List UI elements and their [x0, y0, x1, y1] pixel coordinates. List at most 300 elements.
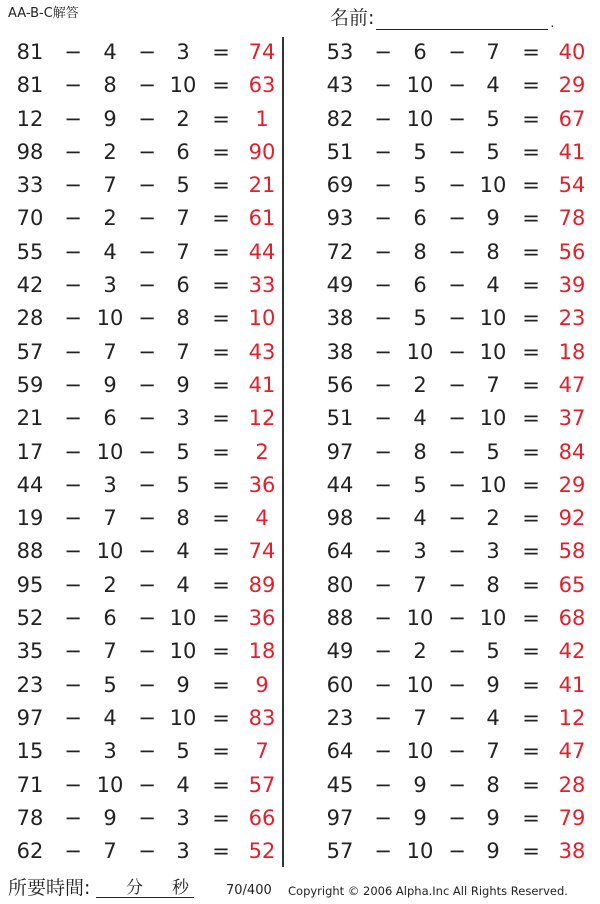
- answer: 36: [248, 472, 276, 497]
- subtrahend-2: 9: [486, 805, 500, 830]
- answer: 44: [248, 239, 276, 264]
- subtrahend-2: 3: [176, 406, 190, 431]
- subtrahend-1: 7: [413, 572, 427, 597]
- subtrahend-1: 8: [413, 239, 427, 264]
- subtrahend-1: 7: [103, 839, 117, 864]
- problem-row: [0, 769, 282, 802]
- minus-sign: −: [374, 839, 392, 864]
- minus-sign: −: [448, 206, 466, 231]
- minuend: 35: [16, 639, 44, 664]
- minus-sign: −: [374, 173, 392, 198]
- time-label: 所要時間:: [8, 877, 91, 899]
- subtrahend-1: 9: [103, 372, 117, 397]
- problem-row: [0, 569, 282, 602]
- subtrahend-1: 10: [406, 106, 434, 131]
- minus-sign: −: [374, 106, 392, 131]
- subtrahend-2: 9: [486, 839, 500, 864]
- problem-row: [310, 635, 600, 668]
- equals-sign: =: [212, 73, 230, 98]
- minus-sign: −: [374, 239, 392, 264]
- problem-row: [310, 835, 600, 868]
- minuend: 38: [326, 306, 354, 331]
- problem-row: [0, 336, 282, 369]
- answer: 39: [558, 273, 586, 298]
- minus-sign: −: [448, 273, 466, 298]
- equals-sign: =: [522, 639, 540, 664]
- equals-sign: =: [212, 639, 230, 664]
- equals-sign: =: [212, 239, 230, 264]
- answer: 67: [558, 106, 586, 131]
- answer: 41: [558, 139, 586, 164]
- problem-row: [310, 569, 600, 602]
- minus-sign: −: [138, 206, 156, 231]
- equals-sign: =: [522, 506, 540, 531]
- subtrahend-1: 6: [413, 273, 427, 298]
- minus-sign: −: [448, 372, 466, 397]
- answer: 79: [558, 805, 586, 830]
- answer: 18: [558, 339, 586, 364]
- problem-row: [0, 103, 282, 136]
- problem-row: [0, 535, 282, 568]
- problem-row: [0, 136, 282, 169]
- subtrahend-2: 9: [176, 672, 190, 697]
- minus-sign: −: [374, 206, 392, 231]
- minus-sign: −: [138, 506, 156, 531]
- minus-sign: −: [448, 306, 466, 331]
- footer: [0, 872, 600, 904]
- minus-sign: −: [374, 406, 392, 431]
- subtrahend-1: 8: [413, 439, 427, 464]
- minuend: 72: [326, 239, 354, 264]
- answer: 38: [558, 839, 586, 864]
- minuend: 12: [16, 106, 44, 131]
- answer: 63: [248, 73, 276, 98]
- minus-sign: −: [64, 539, 82, 564]
- problem-row: [310, 36, 600, 69]
- equals-sign: =: [522, 739, 540, 764]
- subtrahend-2: 5: [176, 173, 190, 198]
- equals-sign: =: [212, 206, 230, 231]
- answer: 90: [248, 139, 276, 164]
- subtrahend-1: 4: [413, 506, 427, 531]
- minuend: 49: [326, 639, 354, 664]
- minuend: 19: [16, 506, 44, 531]
- answer: 23: [558, 306, 586, 331]
- minus-sign: −: [64, 239, 82, 264]
- subtrahend-2: 5: [176, 739, 190, 764]
- subtrahend-2: 10: [479, 306, 507, 331]
- subtrahend-1: 7: [413, 705, 427, 730]
- subtrahend-1: 3: [413, 539, 427, 564]
- minuend: 57: [16, 339, 44, 364]
- equals-sign: =: [212, 40, 230, 64]
- minus-sign: −: [448, 439, 466, 464]
- equals-sign: =: [212, 539, 230, 564]
- minuend: 97: [16, 705, 44, 730]
- minuend: 57: [326, 839, 354, 864]
- minus-sign: −: [64, 372, 82, 397]
- problem-row: [0, 202, 282, 235]
- minuend: 60: [326, 672, 354, 697]
- equals-sign: =: [212, 772, 230, 797]
- problem-row: [0, 36, 282, 69]
- equals-sign: =: [212, 406, 230, 431]
- minuend: 45: [326, 772, 354, 797]
- minus-sign: −: [374, 705, 392, 730]
- minus-sign: −: [448, 672, 466, 697]
- problem-row: [310, 602, 600, 635]
- minus-sign: −: [138, 139, 156, 164]
- minuend: 88: [16, 539, 44, 564]
- answer: 92: [558, 506, 586, 531]
- minus-sign: −: [374, 805, 392, 830]
- minus-sign: −: [374, 672, 392, 697]
- problem-row: [310, 402, 600, 435]
- answer: 29: [558, 73, 586, 98]
- minus-sign: −: [138, 306, 156, 331]
- subtrahend-1: 10: [96, 539, 124, 564]
- subtrahend-2: 9: [486, 672, 500, 697]
- minus-sign: −: [64, 672, 82, 697]
- problem-row: [0, 302, 282, 335]
- subtrahend-2: 3: [176, 805, 190, 830]
- subtrahend-1: 5: [413, 139, 427, 164]
- subtrahend-2: 6: [176, 273, 190, 298]
- minus-sign: −: [138, 839, 156, 864]
- equals-sign: =: [522, 805, 540, 830]
- answer: 78: [558, 206, 586, 231]
- subtrahend-2: 10: [479, 406, 507, 431]
- equals-sign: =: [212, 173, 230, 198]
- answer: 41: [558, 672, 586, 697]
- subtrahend-2: 7: [176, 339, 190, 364]
- minus-sign: −: [138, 606, 156, 631]
- subtrahend-2: 8: [486, 239, 500, 264]
- minuend: 81: [16, 73, 44, 98]
- subtrahend-1: 6: [103, 606, 117, 631]
- equals-sign: =: [522, 372, 540, 397]
- minuend: 43: [326, 73, 354, 98]
- minus-sign: −: [64, 40, 82, 64]
- answer: 40: [558, 40, 586, 64]
- answer: 9: [255, 672, 269, 697]
- subtrahend-2: 7: [176, 206, 190, 231]
- problem-row: [310, 336, 600, 369]
- minus-sign: −: [138, 772, 156, 797]
- minuend: 97: [326, 805, 354, 830]
- subtrahend-2: 9: [486, 206, 500, 231]
- minuend: 98: [16, 139, 44, 164]
- subtrahend-2: 7: [486, 372, 500, 397]
- minus-sign: −: [138, 539, 156, 564]
- answer: 18: [248, 639, 276, 664]
- left-problem-column: [0, 36, 282, 868]
- problem-row: [310, 669, 600, 702]
- equals-sign: =: [212, 372, 230, 397]
- problem-row: [0, 436, 282, 469]
- subtrahend-1: 6: [413, 206, 427, 231]
- minuend: 53: [326, 40, 354, 64]
- minus-sign: −: [64, 772, 82, 797]
- minuend: 23: [16, 672, 44, 697]
- minus-sign: −: [64, 139, 82, 164]
- page-count: 70/400: [226, 883, 272, 898]
- problem-row: [0, 669, 282, 702]
- minus-sign: −: [448, 739, 466, 764]
- minus-sign: −: [374, 372, 392, 397]
- minus-sign: −: [374, 739, 392, 764]
- minus-sign: −: [374, 439, 392, 464]
- equals-sign: =: [212, 606, 230, 631]
- answer: 57: [248, 772, 276, 797]
- problem-row: [0, 735, 282, 768]
- answer: 37: [558, 406, 586, 431]
- minuend: 56: [326, 372, 354, 397]
- minuend: 38: [326, 339, 354, 364]
- answer: 36: [248, 606, 276, 631]
- minuend: 51: [326, 139, 354, 164]
- subtrahend-2: 8: [486, 772, 500, 797]
- minus-sign: −: [64, 273, 82, 298]
- problem-row: [0, 469, 282, 502]
- minus-sign: −: [64, 439, 82, 464]
- seconds-unit: 秒: [172, 878, 189, 898]
- minus-sign: −: [64, 506, 82, 531]
- minuend: 52: [16, 606, 44, 631]
- answer: 47: [558, 739, 586, 764]
- minus-sign: −: [448, 139, 466, 164]
- minuend: 44: [326, 472, 354, 497]
- equals-sign: =: [522, 572, 540, 597]
- subtrahend-2: 7: [486, 40, 500, 64]
- minus-sign: −: [138, 339, 156, 364]
- subtrahend-1: 2: [413, 372, 427, 397]
- subtrahend-2: 5: [486, 106, 500, 131]
- minus-sign: −: [64, 705, 82, 730]
- subtrahend-2: 10: [169, 639, 197, 664]
- equals-sign: =: [212, 506, 230, 531]
- answer: 7: [255, 739, 269, 764]
- copyright-notice: Copyright © 2006 Alpha.Inc All Rights Reserved.: [288, 884, 568, 898]
- minus-sign: −: [448, 606, 466, 631]
- problem-row: [0, 602, 282, 635]
- subtrahend-2: 2: [176, 106, 190, 131]
- minus-sign: −: [64, 639, 82, 664]
- equals-sign: =: [522, 173, 540, 198]
- answer: 58: [558, 539, 586, 564]
- subtrahend-1: 10: [406, 73, 434, 98]
- subtrahend-2: 8: [486, 572, 500, 597]
- subtrahend-1: 5: [413, 173, 427, 198]
- subtrahend-1: 5: [103, 672, 117, 697]
- equals-sign: =: [522, 705, 540, 730]
- answer: 68: [558, 606, 586, 631]
- subtrahend-2: 7: [486, 739, 500, 764]
- answer: 56: [558, 239, 586, 264]
- subtrahend-1: 4: [103, 705, 117, 730]
- minus-sign: −: [448, 506, 466, 531]
- answer: 74: [248, 539, 276, 564]
- subtrahend-1: 2: [413, 639, 427, 664]
- subtrahend-1: 3: [103, 273, 117, 298]
- minus-sign: −: [138, 40, 156, 64]
- minus-sign: −: [138, 106, 156, 131]
- minuend: 15: [16, 739, 44, 764]
- minus-sign: −: [64, 572, 82, 597]
- answer: 66: [248, 805, 276, 830]
- problem-row: [310, 702, 600, 735]
- equals-sign: =: [212, 839, 230, 864]
- name-field: [330, 6, 554, 30]
- problem-row: [0, 635, 282, 668]
- subtrahend-1: 6: [413, 40, 427, 64]
- equals-sign: =: [522, 239, 540, 264]
- minus-sign: −: [138, 173, 156, 198]
- minus-sign: −: [448, 339, 466, 364]
- minus-sign: −: [64, 73, 82, 98]
- subtrahend-1: 5: [413, 472, 427, 497]
- minuend: 33: [16, 173, 44, 198]
- subtrahend-1: 6: [103, 406, 117, 431]
- subtrahend-2: 3: [176, 40, 190, 64]
- subtrahend-1: 4: [413, 406, 427, 431]
- subtrahend-2: 4: [176, 539, 190, 564]
- minus-sign: −: [448, 539, 466, 564]
- minus-sign: −: [374, 339, 392, 364]
- problem-row: [310, 502, 600, 535]
- subtrahend-1: 7: [103, 173, 117, 198]
- problem-row: [310, 369, 600, 402]
- minus-sign: −: [138, 372, 156, 397]
- minuend: 70: [16, 206, 44, 231]
- subtrahend-1: 10: [406, 606, 434, 631]
- minuend: 81: [16, 40, 44, 64]
- subtrahend-1: 10: [96, 772, 124, 797]
- subtrahend-1: 10: [96, 306, 124, 331]
- subtrahend-1: 7: [103, 339, 117, 364]
- subtrahend-1: 3: [103, 739, 117, 764]
- minuend: 69: [326, 173, 354, 198]
- equals-sign: =: [522, 139, 540, 164]
- minuend: 82: [326, 106, 354, 131]
- minuend: 17: [16, 439, 44, 464]
- problem-row: [0, 236, 282, 269]
- minus-sign: −: [448, 40, 466, 64]
- equals-sign: =: [522, 73, 540, 98]
- minus-sign: −: [64, 805, 82, 830]
- subtrahend-2: 4: [176, 572, 190, 597]
- subtrahend-1: 9: [413, 805, 427, 830]
- name-dot: .: [550, 16, 555, 30]
- subtrahend-2: 10: [479, 606, 507, 631]
- problem-row: [0, 369, 282, 402]
- minus-sign: −: [138, 439, 156, 464]
- problem-row: [0, 702, 282, 735]
- minuend: 64: [326, 739, 354, 764]
- minus-sign: −: [374, 40, 392, 64]
- answer: 28: [558, 772, 586, 797]
- problem-row: [310, 103, 600, 136]
- subtrahend-2: 8: [176, 306, 190, 331]
- equals-sign: =: [212, 705, 230, 730]
- answer: 43: [248, 339, 276, 364]
- subtrahend-1: 10: [406, 739, 434, 764]
- minus-sign: −: [448, 239, 466, 264]
- problem-row: [310, 69, 600, 102]
- equals-sign: =: [522, 306, 540, 331]
- answer: 89: [248, 572, 276, 597]
- answer: 21: [248, 173, 276, 198]
- subtrahend-1: 4: [103, 239, 117, 264]
- minuend: 98: [326, 506, 354, 531]
- minus-sign: −: [374, 139, 392, 164]
- minus-sign: −: [374, 73, 392, 98]
- problem-row: [310, 136, 600, 169]
- equals-sign: =: [522, 339, 540, 364]
- equals-sign: =: [522, 772, 540, 797]
- problem-row: [0, 802, 282, 835]
- minus-sign: −: [374, 639, 392, 664]
- minus-sign: −: [64, 339, 82, 364]
- subtrahend-1: 3: [103, 472, 117, 497]
- subtrahend-2: 6: [176, 139, 190, 164]
- subtrahend-1: 4: [103, 40, 117, 64]
- subtrahend-1: 2: [103, 206, 117, 231]
- name-line: [376, 9, 548, 30]
- equals-sign: =: [522, 672, 540, 697]
- minus-sign: −: [374, 506, 392, 531]
- answer: 2: [255, 439, 269, 464]
- minuend: 49: [326, 273, 354, 298]
- equals-sign: =: [212, 572, 230, 597]
- minus-sign: −: [138, 273, 156, 298]
- problem-row: [0, 69, 282, 102]
- minus-sign: −: [374, 539, 392, 564]
- subtrahend-1: 9: [413, 772, 427, 797]
- problem-row: [310, 802, 600, 835]
- minus-sign: −: [448, 106, 466, 131]
- minus-sign: −: [448, 73, 466, 98]
- minus-sign: −: [374, 772, 392, 797]
- minuend: 21: [16, 406, 44, 431]
- equals-sign: =: [522, 439, 540, 464]
- minus-sign: −: [374, 572, 392, 597]
- subtrahend-2: 4: [486, 273, 500, 298]
- answer: 12: [248, 406, 276, 431]
- minus-sign: −: [138, 239, 156, 264]
- answer: 42: [558, 639, 586, 664]
- subtrahend-2: 5: [486, 439, 500, 464]
- minus-sign: −: [138, 639, 156, 664]
- minus-sign: −: [138, 572, 156, 597]
- minus-sign: −: [374, 273, 392, 298]
- subtrahend-2: 9: [176, 372, 190, 397]
- answer: 47: [558, 372, 586, 397]
- minus-sign: −: [374, 306, 392, 331]
- subtrahend-2: 10: [169, 606, 197, 631]
- problem-row: [310, 269, 600, 302]
- subtrahend-2: 3: [176, 839, 190, 864]
- worksheet-title: AA-B-C解答: [8, 6, 79, 21]
- answer: 4: [255, 506, 269, 531]
- subtrahend-2: 5: [176, 439, 190, 464]
- subtrahend-2: 8: [176, 506, 190, 531]
- subtrahend-1: 8: [103, 73, 117, 98]
- answer: 65: [558, 572, 586, 597]
- minus-sign: −: [64, 306, 82, 331]
- answer: 29: [558, 472, 586, 497]
- problem-row: [310, 169, 600, 202]
